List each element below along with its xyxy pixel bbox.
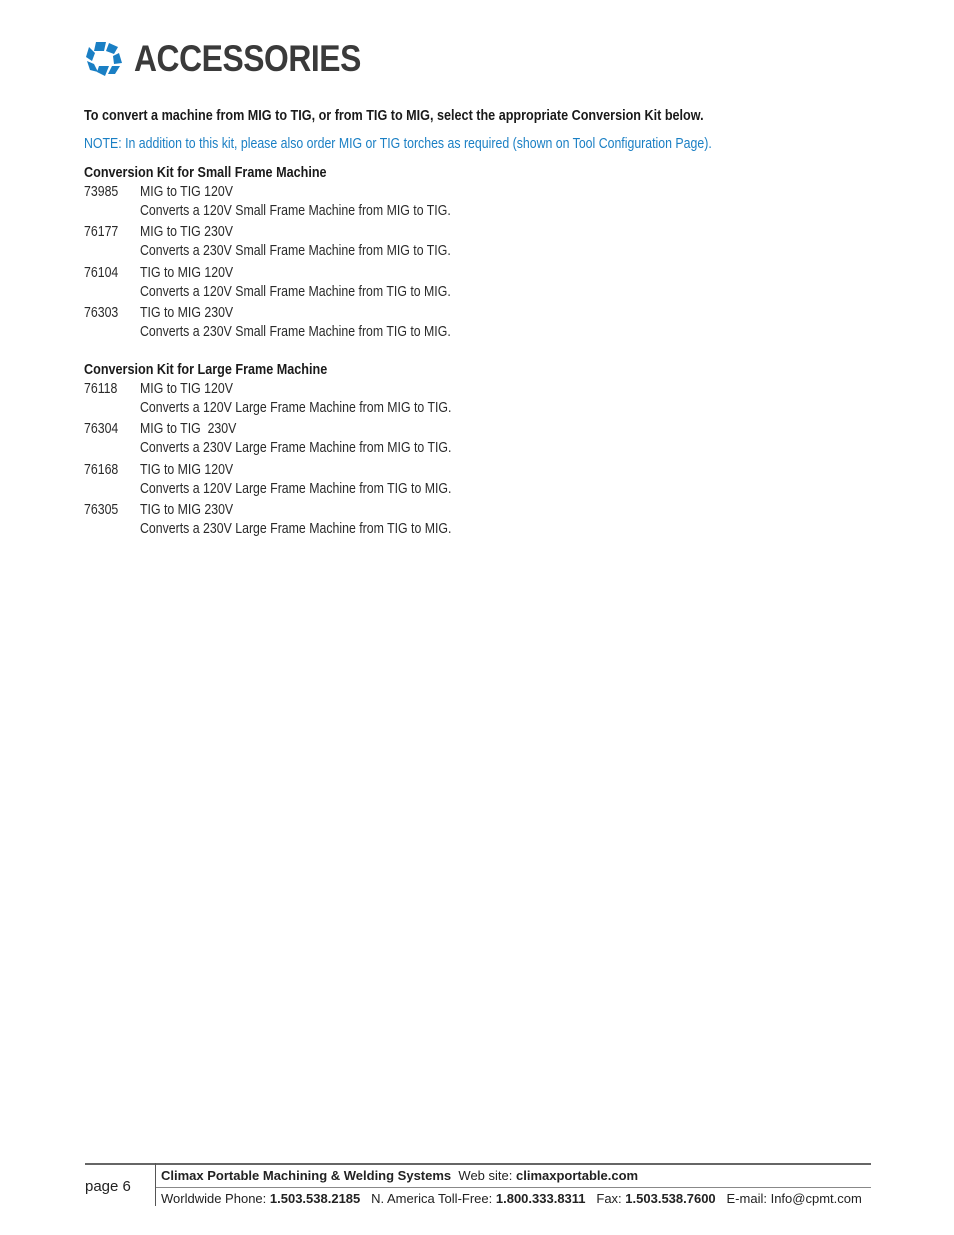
fax-number: 1.503.538.7600: [625, 1191, 716, 1206]
company-name: Climax Portable Machining & Welding Systems: [161, 1168, 452, 1183]
list-item: [84, 380, 452, 420]
kit-name: TIG to MIG 230V: [140, 304, 234, 321]
phone-number: 1.503.538.2185: [269, 1191, 361, 1206]
part-number: 76304: [84, 421, 119, 438]
email-link[interactable]: Info@cpmt.com: [770, 1191, 862, 1206]
large-frame-section: [84, 361, 452, 541]
climax-logo-icon: [84, 39, 124, 79]
page-header: [84, 38, 398, 80]
fax-label: Fax:: [596, 1191, 622, 1206]
list-item: [84, 420, 452, 460]
kit-name: TIG to MIG 120V: [140, 461, 234, 478]
tollfree-label: N. America Toll-Free:: [371, 1191, 493, 1206]
part-number: 76104: [84, 264, 119, 281]
part-number: 76303: [84, 304, 119, 321]
tollfree-number: 1.800.333.8311: [495, 1191, 586, 1206]
kit-description: Converts a 120V Large Frame Machine from MIG to TIG.: [140, 400, 452, 416]
part-number: 76118: [84, 381, 118, 397]
kit-name: MIG to TIG 230V: [140, 421, 237, 438]
kit-description: Converts a 230V Small Frame Machine from TIG to MIG.: [140, 323, 451, 340]
list-item: [84, 461, 452, 501]
intro-text: To convert a machine from MIG to TIG, or from TIG to MIG, select the appropriate Conversion Kit below.: [84, 108, 704, 124]
phone-label: Worldwide Phone:: [161, 1191, 267, 1206]
part-number: 73985: [84, 184, 119, 200]
kit-name: MIG to TIG 120V: [140, 184, 233, 200]
kit-name: TIG to MIG 230V: [140, 501, 234, 518]
part-number: 76168: [84, 461, 119, 478]
kit-name: MIG to TIG 230V: [140, 224, 233, 241]
page-footer: [85, 1163, 871, 1207]
part-number: 76177: [84, 224, 119, 241]
list-item: [84, 223, 451, 263]
kit-description: Converts a 230V Large Frame Machine from MIG to TIG.: [140, 440, 452, 457]
section-heading: Conversion Kit for Large Frame Machine: [84, 362, 328, 378]
website-link[interactable]: climaxportable.com: [515, 1168, 639, 1183]
list-item: [84, 183, 451, 223]
list-item: [84, 264, 451, 304]
website-label: Web site:: [458, 1168, 513, 1183]
page-title: ACCESSORIES: [134, 38, 361, 79]
list-item: [84, 501, 452, 541]
footer-divider: [85, 1163, 871, 1165]
kit-description: Converts a 230V Small Frame Machine from MIG to TIG.: [140, 243, 451, 260]
email-label: E-mail:: [726, 1191, 767, 1206]
kit-description: Converts a 120V Small Frame Machine from MIG to TIG.: [140, 203, 451, 219]
footer-company-line: [161, 1168, 638, 1183]
part-number: 76305: [84, 501, 119, 518]
kit-description: Converts a 230V Large Frame Machine from TIG to MIG.: [140, 520, 452, 537]
kit-description: Converts a 120V Large Frame Machine from TIG to MIG.: [140, 480, 452, 497]
footer-divider: [155, 1163, 156, 1206]
list-item: [84, 304, 451, 344]
small-frame-section: [84, 164, 451, 344]
kit-name: MIG to TIG 120V: [140, 381, 233, 397]
kit-name: TIG to MIG 120V: [140, 264, 234, 281]
page-number: page 6: [85, 1178, 131, 1195]
kit-description: Converts a 120V Small Frame Machine from TIG to MIG.: [140, 283, 451, 300]
section-heading: Conversion Kit for Small Frame Machine: [84, 165, 327, 181]
footer-contact-line: [161, 1191, 862, 1206]
footer-divider: [156, 1187, 871, 1188]
note-text: NOTE: In addition to this kit, please also order MIG or TIG torches as required (shown on Tool Configuration Page).: [84, 136, 712, 152]
